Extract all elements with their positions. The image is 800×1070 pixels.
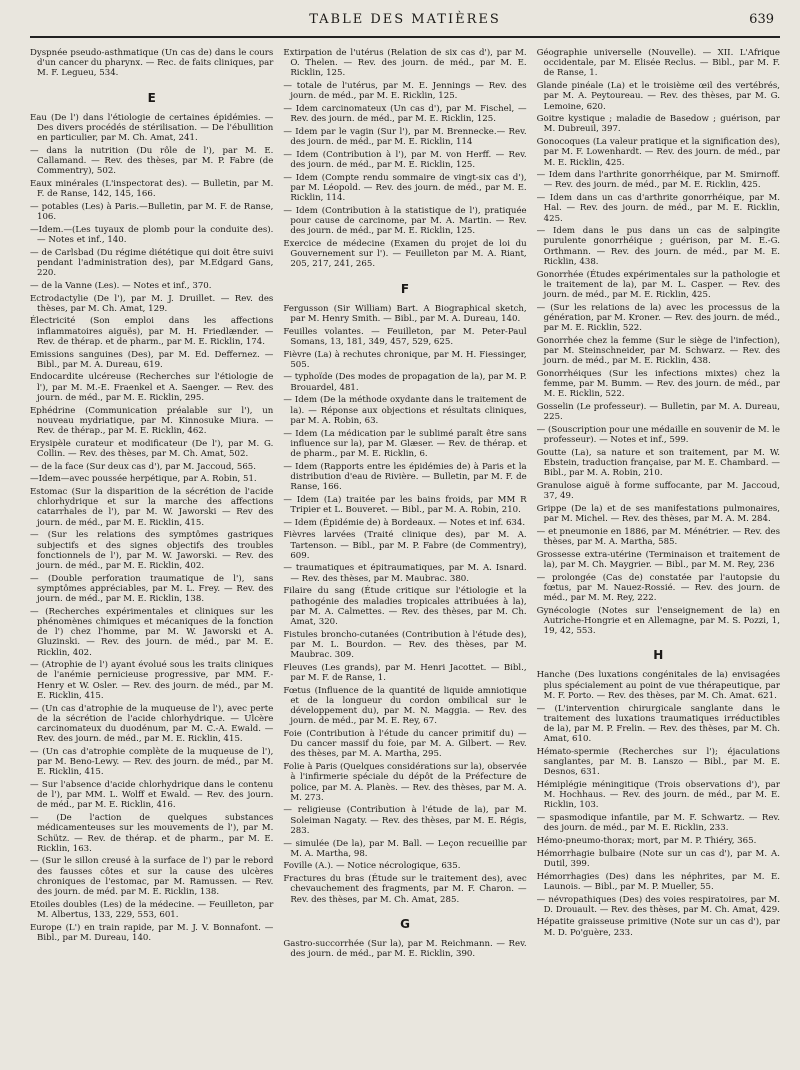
index-entry: —Idem.—(Les tuyaux de plomb pour la conduite des). — Notes et inf., 140. <box>30 224 274 246</box>
index-entry: — dans la nutrition (Du rôle de l'), par M. E. Callamand. — Rev. des thèses, par M. P. Fabre (de Commentry), 502. <box>30 145 274 177</box>
index-entry: — (Sur les relations de la) avec les processus de la génération, par M. Kroner. — Rev. des journ. de méd., par M. E. Ricklin, 522. <box>536 302 780 334</box>
index-entry: Grossesse extra-utérine (Terminaison et traitement de la), par M. Ch. Maygrier. — Bibl., par M. M. Rey, 236 <box>536 549 780 570</box>
index-entry: Fièvre (La) à rechutes chronique, par M. H. Fiessinger, 505. <box>283 349 527 370</box>
page-header <box>30 0 780 38</box>
index-entry: —Idem—avec poussée herpétique, par A. Robin, 51. <box>30 474 257 485</box>
index-entry: Filaire du sang (Étude critique sur l'étiologie et la pathogénie des maladies tropicales attribuées à la), par M. A. Calmettes. — Rev. des thèses, par M. Ch. Amat, 320. <box>283 586 527 627</box>
page-number: 639 <box>749 12 774 27</box>
index-entry: — typhoïde (Des modes de propagation de la), par M. P. Brouardel, 481. <box>283 372 527 393</box>
index-entry: Gosselin (Le professeur). — Bulletin, par M. A. Dureau, 225. <box>536 402 780 423</box>
index-entry: — Idem (Compte rendu sommaire de vingt-six cas d'), par M. Léopold. — Rev. des journ. de méd., par M. E. Ricklin, 114. <box>283 172 527 204</box>
index-entry: — Idem dans le pus dans un cas de salpingite purulente gonorrhéique ; guérison, par M. E.-G. Orthmann. — Rev. des journ. de méd., par M. E. Ricklin, 438. <box>536 226 780 267</box>
index-entry: Emissions sanguines (Des), par M. Ed. Deffernez. — Bibl., par M. A. Dureau, 619. <box>30 349 274 370</box>
index-entry: — Idem (De la méthode oxydante dans le traitement de la). — Réponse aux objections et résultats cliniques, par M. A. Robin, 63. <box>283 395 527 426</box>
index-entry: Hémo-pneumo-thorax; mort, par M. P. Thiéry, 365. <box>536 836 757 847</box>
section-letter-e: E <box>147 90 156 105</box>
index-entry: — de Carlsbad (Du régime diététique qui doit être suivi pendant l'administration des), par M.Edgard Gans, 220. <box>30 247 274 279</box>
index-entry: Fistules broncho-cutanées (Contribution à l'étude des), par M. L. Bourdon. — Rev. des thèses, par M. Maubrac. 309. <box>283 629 527 661</box>
index-entry: — (Un cas d'atrophie complète de la muqueuse de l'), par M. Beno-Lewy. — Rev. des journ. de méd., par M. E. Ricklin, 415. <box>30 746 274 778</box>
index-entry: Hémato-spermie (Recherches sur l'); éjaculations sanglantes, par M. B. Lanszo — Bibl., par M. E. Desnos, 631. <box>536 746 780 778</box>
index-columns <box>30 48 780 962</box>
index-entry: — et pneumonie en 1886, par M. Ménétrier. — Rev. des thèses, par M. A. Martha, 585. <box>536 526 780 547</box>
index-entry: Erysipèle curateur et modificateur (De l'), par M. G. Collin. — Rev. des thèses, par M. Ch. Amat, 502. <box>30 438 274 459</box>
index-entry: — simulée (De la), par M. Ball. — Leçon recueillie par M. A. Martha, 98. <box>283 838 527 859</box>
index-entry: Goutte (La), sa nature et son traitement, par M. W. Ebstein, traduction française, par M. E. Chambard. — Bibl., par M. A. Robin, 210. <box>536 447 780 479</box>
column-2 <box>283 48 526 962</box>
index-entry: Europe (L') en train rapide, par M. J. V. Bonnafont. — Bibl., par M. Dureau, 140. <box>30 922 274 943</box>
index-entry: Granulose aiguë à forme suffocante, par M. Jaccoud, 37, 49. <box>536 480 780 502</box>
index-entry: — (Souscription pour une médaille en souvenir de M. le professeur). — Notes et inf., 599. <box>536 424 780 446</box>
index-entry: — potables (Les) à Paris.—Bulletin, par M. F. de Ranse, 106. <box>30 201 274 223</box>
section-letter-h: H <box>653 648 664 663</box>
index-entry: Gynécologie (Notes sur l'enseignement de la) en Autriche-Hongrie et en Allemagne, par M. S. Pozzi, 1, 19, 42, 553. <box>536 605 780 637</box>
index-entry: Gonorrhée chez la femme (Sur le siège de l'infection), par M. Steinschneider, par M. Schwarz. — Rev. des journ. de méd., par M. E. Ricklin, 438. <box>536 335 780 367</box>
index-entry: Gonocoques (La valeur pratique et la signification des), par M. F. Lowenhardt. — Rev. des journ. de méd., par M. E. Ricklin, 425. <box>536 137 780 168</box>
index-entry: — Idem (La médication par le sublimé paraît être sans influence sur la), par M. Glæser. — Rev. de thérap. et de pharm., par M. E. Ricklin, 6. <box>283 428 527 459</box>
index-entry: Hépatite graisseuse primitive (Note sur un cas d'), par M. D. Po'guère, 233. <box>536 917 780 938</box>
index-entry: — (Sur le sillon creusé à la surface de l') par le rebord des fausses côtes et sur la cause des ulcères chroniques de l'estomac, par M. Ramussen. — Rev. des journ. de méd. par M. E. Ricklin, 138. <box>30 856 274 898</box>
index-entry: Glande pinéale (La) et le troisième œil des vertébrés, par M. A. Peytoureau. — Rev. des thèses, par M. G. Lemoine, 620. <box>536 81 780 112</box>
index-entry: Gastro-succorrhée (Sur la), par M. Reichmann. — Rev. des journ. de méd., par M. E. Ricklin, 390. <box>283 938 527 960</box>
index-entry: — (Sur les relations des symptômes gastriques subjectifs et des signes objectifs des troubles fonctionnels de l'), par M. W. Jaworski. — Rev. des journ. de méd., par M. E. Ricklin, 402. <box>30 530 274 571</box>
index-entry: — Idem dans un cas d'arthrite gonorrhéique, par M. Hal. — Rev. des journ. de méd., par M. E. Ricklin, 425. <box>536 193 780 224</box>
index-entry: Fergusson (Sir William) Bart. A Biographical sketch, par M. Henry Smith. — Bibl., par M. A. Dureau, 140. <box>283 303 527 324</box>
index-entry: Gonorrhée (Études expérimentales sur la pathologie et le traitement de la), par M. L. Casper. — Rev. des journ. de méd., par M. E. Ricklin, 425. <box>536 269 780 300</box>
index-entry: — Idem (Contribution à l'), par M. von Herff. — Rev. des journ. de méd., par M. E. Ricklin, 125. <box>283 149 527 171</box>
index-entry: Goitre kystique ; maladie de Basedow ; guérison, par M. Dubreuil, 397. <box>536 114 780 135</box>
index-entry: — (De l'action de quelques substances médicamenteuses sur les mouvements de l'), par M. Schütz. — Rev. de thérap. et de pharm., par M. E. Ricklin, 163. <box>30 813 274 854</box>
index-entry: — Idem (Rapports entre les épidémies de) à Paris et la distribution d'eau de Rivière. — Bulletin, par M. F. de Ranse, 166. <box>283 461 527 493</box>
index-entry: Ephédrine (Communication préalable sur l'), un nouveau mydriatique, par M. Kinnosuke Miura. — Rev. de thérap., par M. E. Ricklin, 462. <box>30 405 274 436</box>
index-entry: — de la Vanne (Les). — Notes et inf., 370. <box>30 280 212 291</box>
column-1 <box>30 48 273 962</box>
index-entry: — Idem (La) traitée par les bains froids, par MM R Tripier et L. Bouveret. — Bibl., par M. A. Robin, 210. <box>283 494 527 515</box>
index-entry: — Idem carcinomateux (Un cas d'), par M. Fischel, — Rev. des journ. de méd., par M. E. Ricklin, 125. <box>283 104 527 125</box>
index-entry: Foie (Contribution à l'étude du cancer primitif du) — Du cancer massif du foie, par M. A. Gilbert. — Rev. des thèses, par M. A. Martha, 295. <box>283 728 527 760</box>
index-entry: Grippe (De la) et de ses manifestations pulmonaires, par M. Michel. — Rev. des thèses, par M. A. M. 284. <box>536 503 780 525</box>
index-entry: Hémiplégie méningitique (Trois observations d'), par M. Hochhaus. — Rev. des journ. de méd., par M. E. Ricklin, 103. <box>536 780 780 811</box>
index-entry: — de la face (Sur deux cas d'), par M. Jaccoud, 565. <box>30 461 256 472</box>
index-entry: — Sur l'absence d'acide chlorhydrique dans le contenu de l'), par MM. L. Wolff et Ewald. — Rev. des journ. de méd., par M. E. Ricklin, 416. <box>30 780 274 811</box>
index-entry: — religieuse (Contribution à l'étude de la), par M. Soleiman Nagaty. — Rev. des thèses, par M. E. Régis, 283. <box>283 805 527 836</box>
index-entry: Électricité (Son emploi dans les affections inflammatoires aiguës), par M. H. Friedlænder. — Rev. de thérap. et de pharm., par M. E. Ricklin, 174. <box>30 316 274 347</box>
index-entry: Folie à Paris (Quelques considérations sur la), observée à l'infirmerie spéciale du dépôt de la Préfecture de police, par M. A. Planès. — Rev. des thèses, par M. A. M. 273. <box>283 762 527 803</box>
index-entry: — Idem dans l'arthrite gonorrhéique, par M. Smirnoff. — Rev. des journ. de méd., par M. E. Ricklin, 425. <box>536 170 780 191</box>
index-entry: Gonorrhéiques (Sur les infections mixtes) chez la femme, par M. Bumm. — Rev. des journ. de méd., par M. E. Ricklin, 522. <box>536 368 780 400</box>
index-entry: — (L'intervention chirurgicale sanglante dans le traitement des luxations traumatiques irréductibles de la), par M. P. Frelin. — Rev. des thèses, par M. Ch. Amat, 610. <box>536 703 780 745</box>
index-entry: Exercice de médecine (Examen du projet de loi du Gouvernement sur l'). — Feuilleton par M. A. Riant, 205, 217, 241, 265. <box>283 238 527 270</box>
index-entry: — prolongée (Cas de) constatée par l'autopsie du fœtus, par M. Nauez-Rossié. — Rev. des journ. de méd., par M. M. Rey, 222. <box>536 572 780 603</box>
index-entry: — Idem (Épidémie de) à Bordeaux. — Notes et inf. 634. <box>283 517 526 528</box>
index-entry: Extirpation de l'utérus (Relation de six cas d'), par M. O. Thelen. — Rev. des journ. de méd., par M. E. Ricklin, 125. <box>283 48 527 79</box>
index-entry: Eau (De l') dans l'étiologie de certaines épidémies. — Des divers procédés de stérilisation. — De l'ébullition en particulier, par M. Ch. Amat, 241. <box>30 112 274 144</box>
index-entry: — (Un cas d'atrophie de la muqueuse de l'), avec perte de la sécrétion de l'acide chlorhydrique. — Ulcère carcinomateux du duodénum, par M. C.-A. Ewald. — Rev. des journ. de méd., par M. E. Ricklin, 415. <box>30 703 274 745</box>
index-entry: Eaux minérales (L'inspectorat des). — Bulletin, par M. F. de Ranse, 142, 145, 166. <box>30 179 274 200</box>
index-entry: Hémorrhagies (Des) dans les néphrites, par M. E. Launois. — Bibl., par M. P. Mueller, 55. <box>536 871 780 892</box>
index-entry: — (Recherches expérimentales et cliniques sur les phénomènes chimiques et mécaniques de la fonction de l') chez l'homme, par M. W. Jaworski et A. Gluzinski. — Rev. des journ. de méd., par M. E. Ricklin, 402. <box>30 606 274 658</box>
index-entry: Estomac (Sur la disparition de la sécrétion de l'acide chlorhydrique et sur la marche des affections catarrhales de l'), par M. W. Jaworski — Rev des journ. de méd., par M. E. Ricklin, 415. <box>30 487 274 528</box>
column-3 <box>537 48 780 962</box>
index-entry: — (Double perforation traumatique de l'), sans symptômes appréciables, par M. L. Frey. — Rev. des journ. de méd., par M. E. Ricklin, 138. <box>30 573 274 605</box>
page-title: TABLE DES MATIÈRES <box>309 12 501 27</box>
index-entry: Fleuves (Les grands), par M. Henri Jacottet. — Bibl., par M. F. de Ranse, 1. <box>283 662 527 683</box>
index-entry: Dyspnée pseudo-asthmatique (Un cas de) dans le cours d'un cancer du pharynx. — Rec. de faits cliniques, par M. F. Legueu, 534. <box>30 48 274 79</box>
section-letter-g: G <box>400 916 410 931</box>
index-entry: Fièvres larvées (Traité clinique des), par M. A. Tartenson. — Bibl., par M. P. Fabre (de Commentry), 609. <box>283 530 527 561</box>
index-entry: — Idem (Contribution à la statistique de l'), pratiquée pour cause de carcinome, par M. A. Martin. — Rev. des journ. de méd., par M. E. Ricklin, 125. <box>283 205 527 237</box>
index-entry: — totale de l'utérus, par M. E. Jennings — Rev. des journ. de méd., par M. E. Ricklin, 125. <box>283 81 527 102</box>
index-entry: Fractures du bras (Étude sur le traitement des), avec chevauchement des fragments, par M. F. Charon. — Rev. des thèses, par M. Ch. Amat, 285. <box>283 874 527 905</box>
index-entry: Etoiles doubles (Les) de la médecine. — Feuilleton, par M. Albertus, 133, 229, 553, 601. <box>30 899 274 920</box>
section-letter-f: F <box>400 281 410 296</box>
index-entry: — névropathiques (Des) des voies respiratoires, par M. D. Drouault. — Rev. des thèses, par M. Ch. Amat, 429. <box>536 894 780 915</box>
index-entry: Géographie universelle (Nouvelle). — XII. L'Afrique occidentale, par M. Elisée Reclus. — Bibl., par M. F. de Ranse, 1. <box>536 48 780 79</box>
index-entry: Feuilles volantes. — Feuilleton, par M. Peter-Paul Somans, 13, 181, 349, 457, 529, 625. <box>283 326 527 347</box>
index-entry: — spasmodique infantile, par M. F. Schwartz. — Rev. des journ. de méd., par M. E. Ricklin, 233. <box>536 813 780 834</box>
index-entry: Ectrodactylie (De l'), par M. J. Druillet. — Rev. des thèses, par M. Ch. Amat, 129. <box>30 293 274 314</box>
index-entry: Hanche (Des luxations congénitales de la) envisagées plus spécialement au point de vue thérapeutique, par M. F. Porto. — Rev. des thèses, par M. Ch. Amat. 621. <box>536 670 780 701</box>
index-entry: — traumatiques et épitraumatiques, par M. A. Isnard. — Rev. des thèses, par M. Maubrac. 380. <box>283 563 527 584</box>
index-entry: — (Atrophie de l') ayant évolué sous les traits cliniques de l'anémie pernicieuse progressive, par MM. F.-Henry et W. Osler. — Rev. des journ. de méd., par M. E. Ricklin, 415. <box>30 660 274 701</box>
index-entry: — Idem par le vagin (Sur l'), par M. Brennecke.— Rev. des journ. de méd., par M. E. Ricklin, 114 <box>283 126 527 148</box>
index-entry: Hémorrhagie bulbaire (Note sur un cas d'), par M. A. Dutil, 399. <box>536 848 780 869</box>
index-entry: Endocardite ulcéreuse (Recherches sur l'étiologie de l'), par M. M.-E. Fraenkel et A. Saenger. — Rev. des journ. de méd., par M. E. Ricklin, 295. <box>30 372 274 403</box>
index-entry: Foville (A.). — Notice nécrologique, 635. <box>283 861 461 872</box>
index-entry: Fœtus (Influence de la quantité de liquide amniotique et de la longueur du cordon ombilical sur le développement du), par M. N. Maggia. — Rev. des journ. de méd., par M. E. Rey, 67. <box>283 685 527 727</box>
